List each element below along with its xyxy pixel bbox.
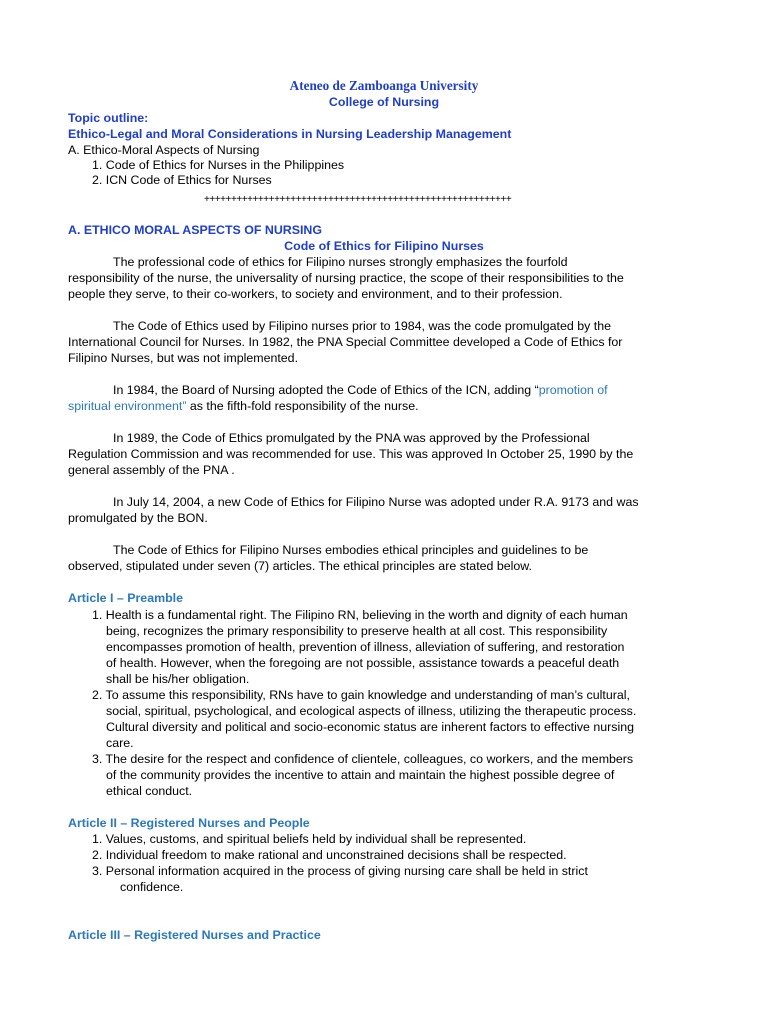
p3-line-1-text: In 1984, the Board of Nursing adopted the Code of Ethics of the ICN, adding “ [113,383,539,397]
article-1-heading: Article I – Preamble [68,591,184,605]
p1-line-1: The professional code of ethics for Filipino nurses strongly emphasizes the fourfold [113,255,568,269]
p3-highlight-2: spiritual environment” [68,399,187,413]
p6-line-1: The Code of Ethics for Filipino Nurses embodies ethical principles and guidelines to be [113,543,589,557]
outline-item-1: 1. Code of Ethics for Nurses in the Philippines [92,158,345,172]
outline-item-2: 2. ICN Code of Ethics for Nurses [92,173,272,187]
article-2-heading: Article II – Registered Nurses and People [68,816,310,830]
article-1-item-2-line-1: 2. To assume this responsibility, RNs have to gain knowledge and understanding of man’s cultural, [92,688,630,702]
article-1-item-1-line-5: shall be his/her obligation. [106,672,250,686]
article-1-item-3-line-3: ethical conduct. [106,784,193,798]
article-2-item-3-line-1: 3. Personal information acquired in the process of giving nursing care shall be held in strict [92,864,588,878]
p4-line-1: In 1989, the Code of Ethics promulgated by the PNA was approved by the Professional [113,431,590,445]
p3-line-2 [68,398,419,414]
outline-label: Topic outline: [68,111,149,125]
p4-line-3: general assembly of the PNA . [68,463,235,477]
section-a-heading: A. ETHICO MORAL ASPECTS OF NURSING [68,223,323,237]
article-1-item-2-line-2: social, spiritual, psychological, and ecological aspects of illness, utilizing the therapeutic process. [106,704,637,718]
article-3-heading: Article III – Registered Nurses and Practice [68,928,321,942]
article-1-item-3-line-2: of the community provides the incentive to attain and maintain the highest possible degree of [106,768,615,782]
college-title: College of Nursing [328,95,440,109]
article-2-item-3-line-2: confidence. [120,880,184,894]
p1-line-2: responsibility of the nurse, the universality of nursing practice, the scope of their responsibilities to the [68,271,624,285]
p2-line-1: The Code of Ethics used by Filipino nurses prior to 1984, was the code promulgated by the [113,319,611,333]
p3-line-2-text: as the fifth-fold responsibility of the nurse. [186,399,419,413]
article-2-item-1: 1. Values, customs, and spiritual beliefs held by individual shall be represented. [92,832,527,846]
article-1-item-2-line-3: Cultural diversity and political and socio-economic status are inherent factors to effective nursing [106,720,635,734]
p3-highlight-1: promotion of [538,383,608,397]
article-1-item-3-line-1: 3. The desire for the respect and confidence of clientele, colleagues, co workers, and the members [92,752,634,766]
p5-line-2: promulgated by the BON. [68,511,208,525]
p4-line-2: Regulation Commission and was recommended for use. This was approved In October 25, 1990 by the [68,447,634,461]
p5-line-1: In July 14, 2004, a new Code of Ethics for Filipino Nurse was adopted under R.A. 9173 and was [113,495,639,509]
p6-line-2: observed, stipulated under seven (7) articles. The ethical principles are stated below. [68,559,532,573]
article-1-item-1-line-4: of health. However, when the foregoing are not possible, assistance towards a peaceful death [106,656,620,670]
p2-line-3: Filipino Nurses, but was not implemented. [68,351,299,365]
article-1-item-1-line-1: 1. Health is a fundamental right. The Filipino RN, believing in the worth and dignity of each human [92,608,628,622]
article-1-item-1-line-3: encompasses promotion of health, prevention of illness, alleviation of suffering, and restoration [106,640,625,654]
p1-line-3: people they serve, to their co-workers, to society and environment, and to their profession. [68,287,563,301]
article-2-item-2: 2. Individual freedom to make rational and unconstrained decisions shall be respected. [92,848,567,862]
article-1-item-2-line-4: care. [106,736,134,750]
p2-line-2: International Council for Nurses. In 1982, the PNA Special Committee developed a Code of Ethics for [68,335,623,349]
university-title: Ateneo de Zamboanga University [289,78,479,93]
outline-title: Ethico-Legal and Moral Considerations in Nursing Leadership Management [68,127,512,141]
section-a-subtitle: Code of Ethics for Filipino Nurses [284,239,484,253]
outline-section-a: A. Ethico-Moral Aspects of Nursing [68,143,260,157]
article-1-item-1-line-2: being, recognizes the primary responsibility to preserve health at all cost. This responsibility [106,624,608,638]
divider-line: +++++++++++++++++++++++++++++++++++++++++++++++++++++++++ [204,194,512,205]
p3-line-1 [113,382,608,398]
